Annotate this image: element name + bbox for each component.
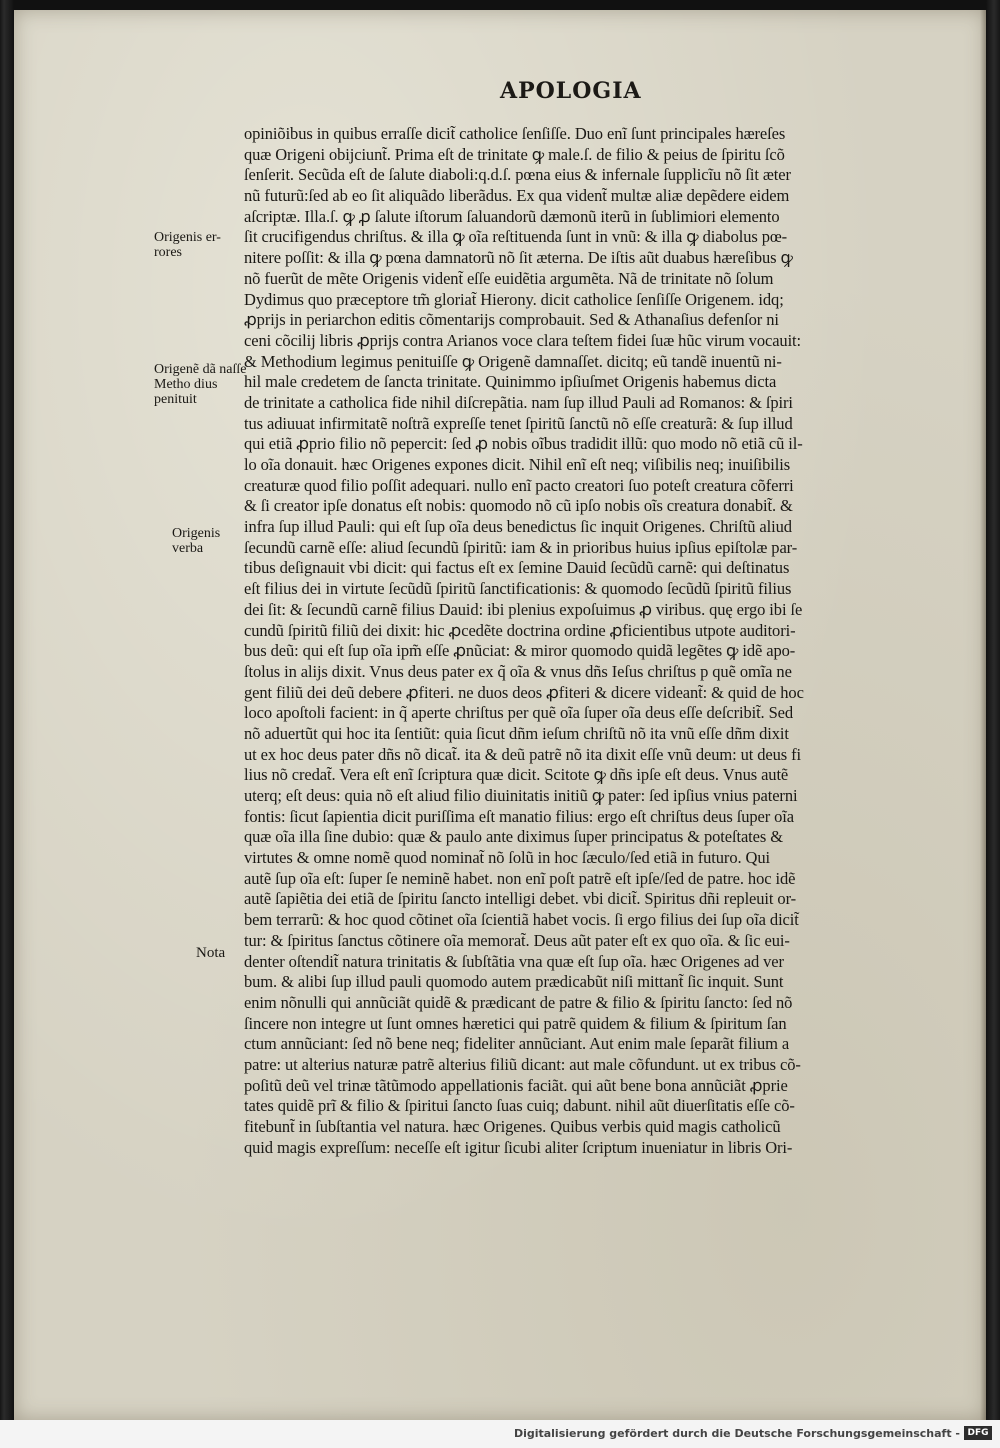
text-line: bus deũ: qui eſt ſup oĩa ipm̃ eſſe ꝓnũciat: & miror quomodo quidã legẽtes ꝙ idẽ apo- — [244, 641, 796, 661]
text-line: ſincere non integre ut ſunt omnes hæretici qui patrẽ quidem & filium & ſpiritum ſan — [244, 1013, 787, 1033]
text-line: fitebunt̃ in ſubſtantia vel natura. hæc Origenes. Quibus verbis quid magis catholicũ — [244, 1117, 781, 1136]
text-line: nõ fuerũt de mẽte Origenis vident̃ eſſe euidẽtia argumẽta. Nã de trinitate nõ ſolum — [244, 268, 774, 288]
marginal-note-nota: Nota — [196, 945, 226, 961]
text-line: quæ oĩa illa ſine dubio: quæ & paulo ante diximus ſuper principatus & poteſtates & — [244, 827, 783, 847]
text-line: hil male credetem de ſancta trinitate. Quinimmo ipſiuſmet Origenis habemus dicta — [244, 372, 777, 392]
text-line: virtutes & omne nomẽ quod nominat̃ nõ ſolũ in hoc ſæculo/ſed etiã in futuro. Qui — [244, 848, 770, 868]
text-line: bum. & alibi ſup illud pauli quomodo autem prædicabũt niſi mittant̃ ſic inquit. Sunt — [244, 972, 784, 992]
text-line: gent filiũ dei deũ debere ꝓfiteri. ne duos deos ꝓfiteri & dicere videant̃: & quid de hoc — [244, 682, 804, 702]
text-line: autẽ ſapiẽtia dei etiã de ſpiritu ſancto intelligi debet. vbi dicit̃. Spiritus dñi repleuit or- — [244, 889, 797, 909]
text-line: tates quidẽ prĩ & filio & ſpiritui ſancto ſuas cuiq; dabunt. nihil aũt diuerſitatis eſſe cõ- — [244, 1096, 795, 1116]
digitization-footer — [0, 1420, 1000, 1448]
text-line: quæ Origeni obijciunt̃. Prima eſt de trinitate ꝙ male.ſ. de filio & peius de ſpiritu ſcõ — [244, 144, 785, 164]
text-line: tus adiuuat infirmitatẽ noſtrã expreſſe tenet ſpiritũ ſanctũ nõ eſſe creaturã: & ſup illud — [244, 413, 793, 433]
text-line: Dydimus quo præceptore tm̃ gloriat̃ Hierony. dicit catholice ſenſiſſe Origenem. idq; — [244, 289, 784, 309]
text-line: poſitũ deũ vel trinæ tãtũmodo appellationis faciãt. qui aũt bene bona annũciãt ꝓprie — [244, 1075, 788, 1095]
text-line: nõ aduertũt qui hoc ita ſentiũt: quia ſicut dñm ieſum chriſtũ nõ ita vnũ eſſe dñm dixit — [244, 723, 789, 743]
text-line: opiniõibus in quibus erraſſe dicit̃ catholice ſenſiſſe. Duo enĩ ſunt principales hæreſes — [244, 124, 786, 143]
main-text-column — [244, 124, 936, 1158]
text-line: ut ex hoc deus pater dñs nõ dicat̃. ita & deũ patrẽ nõ ita dixit eſſe vnũ deum: ut deus fi — [244, 744, 801, 764]
text-line: de trinitate a catholica fide nihil diſcrepãtia. nam ſup illud Pauli ad Romanos: & ſpiri — [244, 392, 793, 412]
text-line: & Methodium legimus penituiſſe ꝙ Origenẽ damnaſſet. dicitq; eũ tandẽ inuentũ ni- — [244, 351, 782, 371]
text-line: dei ſit: & ſecundũ carnẽ filius Dauid: ibi plenius expoſuimus ꝓ viribus. quę ergo ibi ſe — [244, 599, 803, 619]
text-line: nũ futurũ:ſed ab eo ſit aliquãdo liberãdus. Ex qua vident̃ multæ aliæ depẽdere eidem — [244, 186, 790, 206]
text-line: aſcriptæ. Illa.ſ. ꝙ ꝓ ſalute iſtorum ſaluandorũ dæmonũ iterũ in ſublimiori elemento — [244, 206, 780, 226]
text-line: ſtolus in alijs dixit. Vnus deus pater ex q̃ oĩa & vnus dñs Ieſus chriſtus p quẽ omĩa ne — [244, 661, 792, 681]
running-head: APOLOGIA — [500, 78, 642, 104]
text-line: cundũ ſpiritũ filiũ dei dixit: hic ꝓcedẽte doctrina ordine ꝓficientibus utpote auditori- — [244, 620, 796, 640]
page-edge-shadow — [980, 10, 986, 1420]
text-line: & ſi creator ipſe donatus eſt nobis: quomodo nõ cũ ipſo nobis oĩs creatura donabit̃. & — [244, 496, 793, 516]
text-line: infra ſup illud Pauli: qui eſt ſup oĩa deus benedictus ſic inquit Origenes. Chriſtũ aliud — [244, 517, 792, 537]
dfg-logo: DFG — [964, 1426, 992, 1440]
text-line: ꝓprijs in periarchon editis cõmentarijs comprobauit. Sed & Athanaſius defenſor ni — [244, 310, 779, 330]
text-line: lius nõ credat̃. Vera eſt enĩ ſcriptura quæ dicit. Scitote ꝙ dñs ipſe eſt deus. Vnus autẽ — [244, 765, 789, 785]
text-line: lo oĩa donauit. hæc Origenes expones dicit. Nihil enĩ eſt neq; viſibilis neq; inuiſibilis — [244, 455, 791, 474]
text-line: ſit crucifigendus chriſtus. & illa ꝙ oĩa reſtituenda ſunt in vnũ: & illa ꝙ diabolus pœ- — [244, 227, 788, 247]
text-line: quid magis expreſſum: neceſſe eſt igitur ſicubi aliter ſcriptum inueniatur in libris Ori- — [244, 1137, 793, 1157]
text-line: creaturæ quod filio poſſit adequari. nullo enĩ pacto creatori ſuo poteſt creatura cõferri — [244, 475, 794, 495]
text-line: patre: ut alterius naturæ patrẽ alterius filiũ dicant: aut male cõfundunt. ut ex tribus cõ- — [244, 1054, 801, 1074]
marginal-note-verba: Origenis verba — [172, 526, 221, 556]
text-line: ceni cõcilij libris ꝓprijs contra Arianos voce clara teſtem fidei ſuæ hũc virum vocauit: — [244, 330, 802, 350]
text-line: ſecundũ carnẽ eſſe: aliud ſecundũ ſpiritũ: iam & in prioribus huius ipſius epiſtolæ par- — [244, 537, 798, 557]
text-line: uterq; eſt deus: quia nõ eſt aliud filio diuinitatis initiũ ꝙ pater: ſed ipſius vnius paterni — [244, 786, 798, 805]
text-line: denter oſtendit̃ natura trinitatis & ſubſtãtia vna quæ eſt ſup oĩa. hæc Origenes ad ver — [244, 951, 784, 971]
text-line: ſenſerit. Secũda eſt de ſalute diaboli:q.d.ſ. pœna eius & infernale ſupplicĩu nõ ſit æter — [244, 165, 791, 185]
text-line: tur: & ſpiritus ſanctus cõtinere oĩa memorat̃. Deus aũt pater eſt ex quo oĩa. & ſic eui- — [244, 930, 790, 950]
text-line: autẽ ſup oĩa eſt: ſuper ſe neminẽ habet. non enĩ poſt patrẽ eſt ipſe/ſed de patre. hoc idẽ — [244, 868, 796, 888]
marginal-note-errors: Origenis er- rores — [154, 230, 221, 260]
text-line: qui etiã ꝓprio filio nõ pepercit: ſed ꝓ nobis oĩbus tradidit illũ: quo modo nõ etiã cũ il- — [244, 434, 803, 454]
text-line: eſt filius dei in virtute ſecũdũ ſpiritũ ſanctificationis: & quomodo ſecũdũ ſpiritũ filius — [244, 579, 792, 599]
text-line: enim nõnulli qui annũciãt quidẽ & prædicant de patre & filio & ſpiritu ſancto: ſed nõ — [244, 992, 793, 1012]
text-line: bem terrarũ: & hoc quod cõtinet oĩa ſcientiã habet vocis. ſi ergo filius dei ſup oĩa dicit̃ — [244, 910, 799, 930]
footer-credit: Digitalisierung gefördert durch die Deutsche Forschungsgemeinschaft - — [513, 1427, 960, 1440]
text-line: tibus deſignauit vbi dicit: qui factus eſt ex ſemine Dauid ſecũdũ carnẽ: qui deſtinatus — [244, 558, 790, 578]
marginal-note-methodius: Origenẽ dã naſſe Metho dius penituit — [154, 362, 247, 407]
text-line: fontis: ſicut ſapientia dicit puriſſima eſt manatio filius: ergo eſt chriſtus deus ſuper oĩa — [244, 806, 794, 826]
text-line: loco apoſtoli facient: in q̃ aperte chriſtus per quẽ oĩa ſuper oĩa deus eſſe deſcribit̃. Sed — [244, 703, 794, 723]
text-line: ctum annũciant: ſed nõ bene neq; fideliter annũciant. Aut enim male ſeparãt filium a — [244, 1034, 790, 1054]
text-line: nitere poſſit: & illa ꝙ pœna damnatorũ nõ ſit æterna. De iſtis aũt duabus hæreſibus ꝙ — [244, 248, 793, 268]
